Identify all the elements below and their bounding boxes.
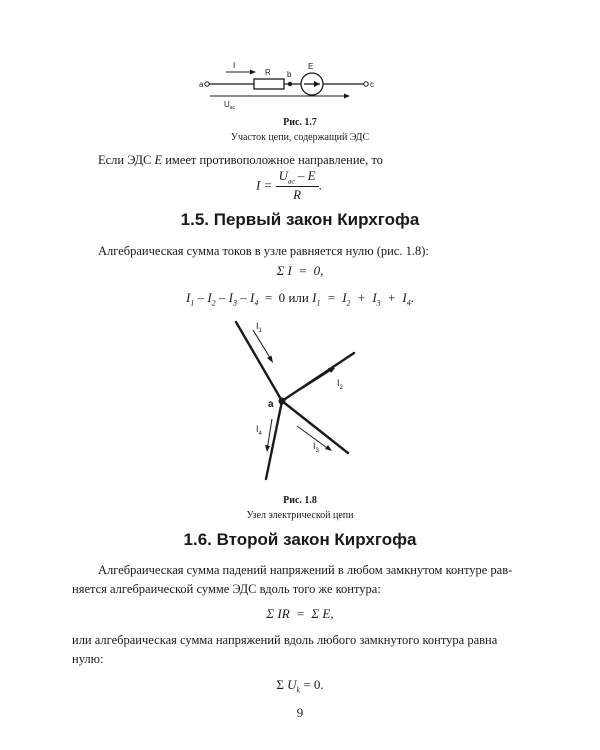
f3-s4: 4 bbox=[254, 298, 259, 308]
formula-current bbox=[256, 168, 376, 204]
paragraph-second-law-line2: няется алгебраической сумме ЭДС вдоль того же контура: bbox=[72, 582, 381, 596]
page-number: 9 bbox=[296, 705, 304, 720]
fig17-label-u-sub: ас bbox=[229, 105, 236, 111]
f3-s8: 4 bbox=[406, 298, 411, 308]
formula-sum-ir: Σ IR = Σ E, bbox=[266, 606, 334, 621]
f3-s6: 2 bbox=[346, 298, 351, 308]
fig17-label-i: I bbox=[233, 61, 236, 70]
f3-s5: 1 bbox=[316, 298, 321, 308]
f3-p2: – I bbox=[194, 290, 212, 305]
fig18-node-label: a bbox=[268, 399, 274, 410]
arrow-i3-head bbox=[325, 445, 332, 451]
formula-sum-u bbox=[0, 677, 600, 695]
fig18-label-i4 bbox=[256, 424, 263, 437]
f3-p10: . bbox=[410, 290, 415, 305]
f3-p5: = 0 bbox=[258, 290, 289, 305]
f3-s3: 3 bbox=[233, 298, 237, 308]
formula1-fraction bbox=[276, 168, 319, 203]
fig18-i3-sub: 3 bbox=[315, 448, 319, 454]
formula1-tail: . bbox=[318, 177, 322, 193]
fig18-label-i2 bbox=[337, 378, 344, 391]
fig17-label-r: R bbox=[265, 68, 271, 77]
node-b bbox=[288, 82, 292, 86]
f5-u: U bbox=[287, 677, 297, 692]
fig17-label-c: c bbox=[370, 80, 374, 89]
formula-node-currents bbox=[0, 290, 600, 308]
formula1-num-u-sub: ас bbox=[288, 177, 295, 186]
f3-s1: 1 bbox=[190, 298, 195, 308]
branch-2 bbox=[282, 353, 354, 401]
f3-p1: I bbox=[185, 290, 191, 305]
fig17-label-e: E bbox=[308, 62, 314, 71]
fig18-i2-main: I bbox=[337, 378, 340, 388]
arrow-i4-head bbox=[265, 445, 270, 452]
formula1-num-rest: – E bbox=[294, 168, 316, 183]
arrow-i2-line bbox=[300, 369, 333, 390]
figure-1-8-node bbox=[220, 316, 370, 491]
figure-1-7-circuit bbox=[190, 52, 390, 112]
section-1-5-title: 1.5. Первый закон Кирхгофа bbox=[180, 210, 420, 229]
f3-p3: – I bbox=[215, 290, 233, 305]
fig18-i1-main: I bbox=[256, 321, 259, 331]
f3-p8: + I bbox=[350, 290, 377, 305]
f3-p9: + I bbox=[380, 290, 407, 305]
f3-p7: = I bbox=[320, 290, 347, 305]
fig18-caption-number: Рис. 1.8 bbox=[283, 495, 317, 506]
paragraph-second-law-line1: Алгебраическая сумма падений напряжений в любом замкнутом контуре рав- bbox=[98, 563, 513, 577]
fig18-i4-main: I bbox=[256, 424, 259, 434]
section-1-6-title: 1.6. Второй закон Кирхгофа bbox=[183, 530, 417, 549]
fig17-caption-text: Участок цепи, содержащий ЭДС bbox=[230, 132, 370, 143]
fig17-label-u bbox=[224, 100, 236, 111]
paragraph-first-law: Алгебраическая сумма токов в узле равняется нулю (рис. 1.8): bbox=[98, 244, 429, 258]
fig18-i4-sub: 4 bbox=[258, 431, 262, 437]
resistor-r bbox=[254, 79, 284, 89]
terminal-a bbox=[205, 82, 209, 86]
formula1-denominator: R bbox=[293, 186, 302, 202]
f5-sigma: Σ bbox=[276, 677, 288, 692]
terminal-c bbox=[364, 82, 368, 86]
fig18-i3-main: I bbox=[313, 441, 316, 451]
arrow-i4-line bbox=[267, 419, 272, 450]
fig18-i1-sub: 1 bbox=[258, 328, 262, 334]
f3-p6: I bbox=[308, 290, 317, 305]
para1-var: E bbox=[154, 153, 163, 167]
fig18-label-i3 bbox=[313, 441, 320, 454]
fig17-caption-number: Рис. 1.7 bbox=[283, 117, 317, 128]
fig18-caption-text: Узел электрической цепи bbox=[246, 510, 354, 521]
para1-after: имеет противоположное направление, то bbox=[162, 153, 383, 167]
voltage-arrow-head bbox=[344, 94, 350, 99]
f5-sub: k bbox=[296, 685, 301, 695]
formula1-lhs: I = bbox=[256, 177, 273, 193]
formula-sum-currents: Σ I = 0, bbox=[276, 263, 324, 278]
formula1-num-u: U bbox=[278, 168, 288, 183]
f5-rest: = 0. bbox=[300, 677, 324, 692]
fig17-label-b: b bbox=[287, 70, 292, 79]
paragraph-voltage-line1: или алгебраическая сумма напряжений вдоль любого замкнутого контура равна bbox=[72, 633, 498, 647]
para1-before: Если ЭДС bbox=[98, 153, 155, 167]
arrow-i1-head bbox=[267, 356, 273, 364]
paragraph-emf-direction bbox=[98, 152, 518, 168]
fig17-label-a: a bbox=[199, 80, 204, 89]
formula1-numerator bbox=[276, 168, 319, 187]
node-a bbox=[279, 398, 286, 405]
fig18-i2-sub: 2 bbox=[339, 385, 343, 391]
f3-s2: 2 bbox=[211, 298, 216, 308]
f3-p4: – I bbox=[237, 290, 255, 305]
current-arrow-head bbox=[250, 70, 256, 75]
paragraph-voltage-line2: нулю: bbox=[72, 652, 104, 666]
fig18-label-i1 bbox=[256, 321, 263, 334]
f3-s7: 3 bbox=[376, 298, 381, 308]
fig17-label-u-main: U bbox=[224, 100, 230, 109]
f3-ili: или bbox=[288, 290, 309, 305]
